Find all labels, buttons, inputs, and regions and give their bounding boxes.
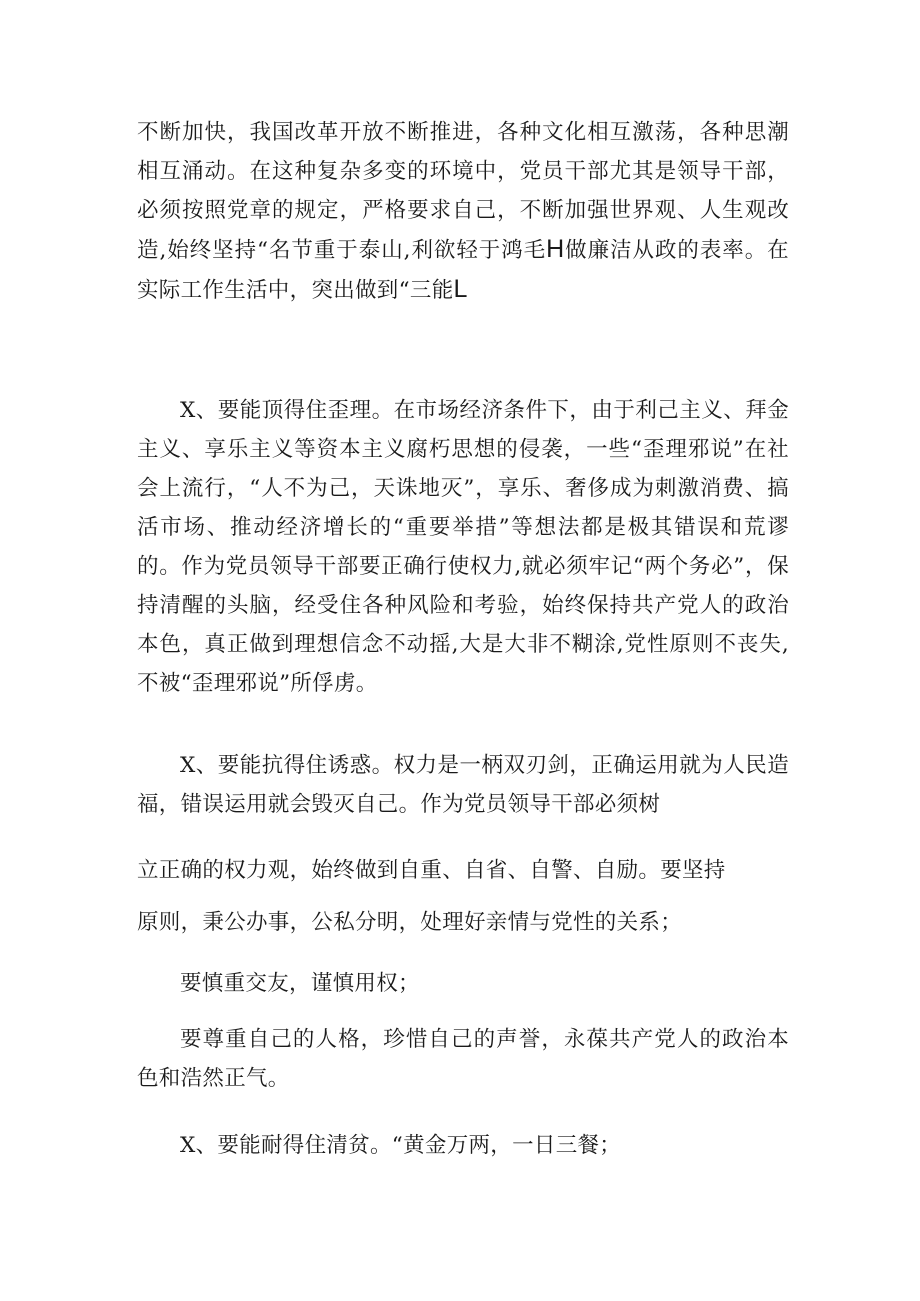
- paragraph-intro-text: 不断加快，我国改革开放不断推进，各种文化相互激荡，各种思潮相互涌动。在这种复杂多变的环境中，党员干部尤其是领导干部，必须按照党章的规定，严格要求自己，不断加强世界观、人生观改造,始终坚持“名节重于泰山,利欲轻于鸿毛: [137, 120, 789, 263]
- stray-glyph-h: H: [546, 235, 565, 263]
- paragraph-careful-friends: 要慎重交友，谨慎用权；: [180, 971, 420, 996]
- paragraph-resist-temptation: X、要能抗得住诱惑。权力是一柄双刃剑，正确运用就为人民造福，错误运用就会毁灭自己。作为党员领导干部必须树: [137, 753, 789, 817]
- paragraph-respect-dignity: 要尊重自己的人格，珍惜自己的声誉，永葆共产党人的政治本色和浩然正气。: [137, 1027, 789, 1091]
- paragraph-endure-poverty: X、要能耐得住清贫。“黄金万两，一日三餐；: [180, 1133, 622, 1158]
- stray-glyph-l: L: [453, 275, 468, 303]
- paragraph-resist-temptation-line3: 原则，秉公办事，公私分明，处理好亲情与党性的关系；: [137, 910, 683, 935]
- paragraph-resist-temptation-line2: 立正确的权力观，始终做到自重、自省、自警、自励。要坚持: [137, 858, 726, 883]
- paragraph-resist-fallacy: X、要能顶得住歪理。在市场经济条件下，由于利己主义、拜金主义、享乐主义等资本主义腐朽思想的侵袭，一些“歪理邪说”在社会上流行，“人不为己，天诛地灭”，享乐、奢侈成为刺激消费、搞活市场、推动经济增长的“重要举措”等想法都是极其错误和荒谬的。作为党员领导干部要正确行使权力,就必须牢记“两个务必”，保持清醒的头脑，经受住各种风险和考验，始终保持共产党人的政治本色，真正做到理想信念不动摇,大是大非不糊涂,党性原则不丧失,不被“歪理邪说”所俘虏。: [137, 398, 789, 696]
- paragraph-intro: [137, 113, 789, 310]
- paragraph-intro-text-b: 做廉洁从政的表率。在实际工作生活中，突出做到“三能: [137, 238, 789, 303]
